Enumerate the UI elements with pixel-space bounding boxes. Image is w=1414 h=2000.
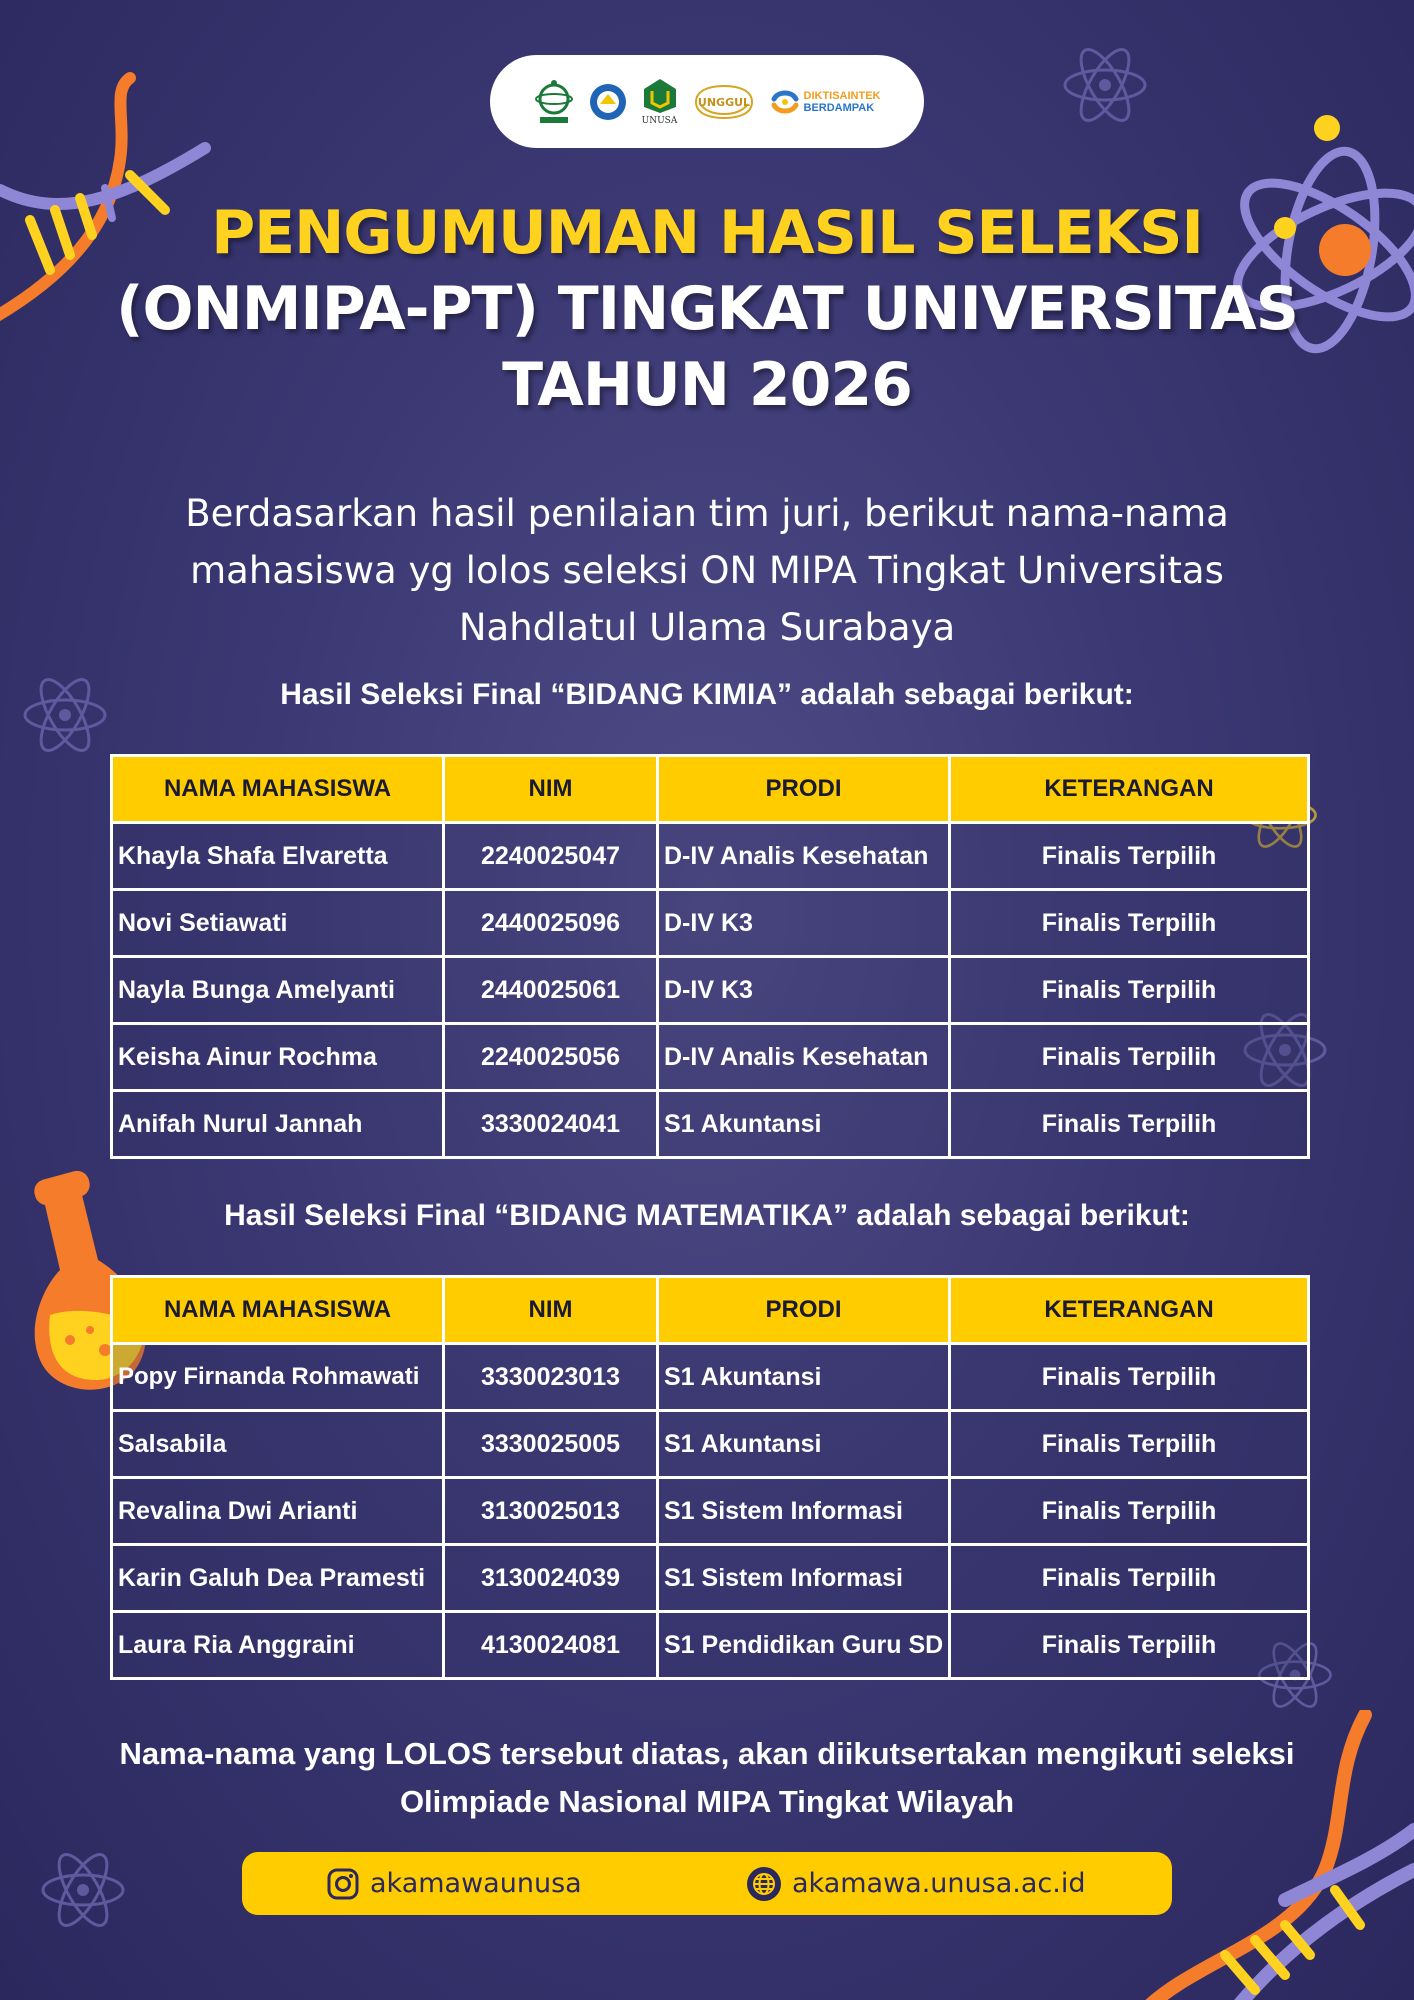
results-table-matematika bbox=[110, 1275, 1310, 1680]
cell-keterangan: Finalis Terpilih bbox=[950, 1091, 1309, 1158]
unusa-logo: UNUSA bbox=[642, 77, 678, 126]
instagram-link[interactable] bbox=[326, 1852, 582, 1915]
cell-nim: 3130024039 bbox=[444, 1545, 658, 1612]
cell-nama: Khayla Shafa Elvaretta bbox=[112, 823, 444, 890]
table-row bbox=[112, 1091, 1309, 1158]
instagram-icon bbox=[326, 1867, 360, 1901]
cell-nim: 3130025013 bbox=[444, 1478, 658, 1545]
column-header-nim: NIM bbox=[444, 1277, 658, 1344]
cell-nama: Popy Firnanda Rohmawati bbox=[112, 1344, 444, 1411]
cell-nama: Revalina Dwi Arianti bbox=[112, 1478, 444, 1545]
website-link[interactable] bbox=[746, 1852, 1085, 1915]
page-title-line-2: (ONMIPA-PT) TINGKAT UNIVERSITAS bbox=[116, 274, 1298, 344]
cell-nama: Anifah Nurul Jannah bbox=[112, 1091, 444, 1158]
table-header-row bbox=[112, 1277, 1309, 1344]
cell-nama: Novi Setiawati bbox=[112, 890, 444, 957]
cell-nama: Keisha Ainur Rochma bbox=[112, 1024, 444, 1091]
cell-keterangan: Finalis Terpilih bbox=[950, 1024, 1309, 1091]
footer-contact-bar bbox=[242, 1852, 1172, 1915]
svg-text:UNGGUL: UNGGUL bbox=[697, 95, 750, 109]
cell-nim: 3330024041 bbox=[444, 1091, 658, 1158]
cell-prodi: D-IV K3 bbox=[658, 957, 950, 1024]
page-title-line-1: PENGUMUMAN HASIL SELEKSI bbox=[211, 198, 1203, 268]
cell-keterangan: Finalis Terpilih bbox=[950, 957, 1309, 1024]
column-header-keterangan: KETERANGAN bbox=[950, 756, 1309, 823]
cell-prodi: S1 Akuntansi bbox=[658, 1091, 950, 1158]
section-heading-matematika: Hasil Seleksi Final “BIDANG MATEMATIKA” adalah sebagai berikut: bbox=[224, 1199, 1190, 1232]
column-header-nama: NAMA MAHASISWA bbox=[112, 756, 444, 823]
cell-nim: 4130024081 bbox=[444, 1612, 658, 1679]
cell-keterangan: Finalis Terpilih bbox=[950, 1545, 1309, 1612]
cell-nim: 2440025061 bbox=[444, 957, 658, 1024]
cell-nim: 2240025047 bbox=[444, 823, 658, 890]
cell-keterangan: Finalis Terpilih bbox=[950, 1344, 1309, 1411]
partner-logos-pill bbox=[490, 55, 924, 148]
cell-prodi: D-IV K3 bbox=[658, 890, 950, 957]
cell-keterangan: Finalis Terpilih bbox=[950, 1478, 1309, 1545]
cell-nim: 2240025056 bbox=[444, 1024, 658, 1091]
table-row bbox=[112, 1411, 1309, 1478]
column-header-prodi: PRODI bbox=[658, 756, 950, 823]
atom-outline-icon bbox=[1060, 40, 1150, 130]
cell-prodi: S1 Akuntansi bbox=[658, 1344, 950, 1411]
cell-keterangan: Finalis Terpilih bbox=[950, 1612, 1309, 1679]
cell-prodi: D-IV Analis Kesehatan bbox=[658, 823, 950, 890]
cell-nim: 3330023013 bbox=[444, 1344, 658, 1411]
cell-nama: Laura Ria Anggraini bbox=[112, 1612, 444, 1679]
cell-nama: Karin Galuh Dea Pramesti bbox=[112, 1545, 444, 1612]
cell-prodi: S1 Sistem Informasi bbox=[658, 1545, 950, 1612]
results-table-kimia bbox=[110, 754, 1310, 1159]
cell-keterangan: Finalis Terpilih bbox=[950, 890, 1309, 957]
table-row bbox=[112, 1612, 1309, 1679]
table-row bbox=[112, 957, 1309, 1024]
nu-logo bbox=[534, 77, 574, 127]
cell-prodi: S1 Pendidikan Guru SD bbox=[658, 1612, 950, 1679]
column-header-keterangan: KETERANGAN bbox=[950, 1277, 1309, 1344]
cell-prodi: D-IV Analis Kesehatan bbox=[658, 1024, 950, 1091]
table-row bbox=[112, 823, 1309, 890]
website-url: akamawa.unusa.ac.id bbox=[792, 1868, 1086, 1899]
column-header-prodi: PRODI bbox=[658, 1277, 950, 1344]
table-row bbox=[112, 1024, 1309, 1091]
column-header-nim: NIM bbox=[444, 756, 658, 823]
table-row bbox=[112, 1478, 1309, 1545]
unggul-badge bbox=[692, 82, 756, 122]
cell-keterangan: Finalis Terpilih bbox=[950, 823, 1309, 890]
page-title-line-3: TAHUN 2026 bbox=[502, 350, 912, 420]
cell-nama: Salsabila bbox=[112, 1411, 444, 1478]
cell-nim: 2440025096 bbox=[444, 890, 658, 957]
table-row bbox=[112, 1545, 1309, 1612]
cell-nama: Nayla Bunga Amelyanti bbox=[112, 957, 444, 1024]
table-row bbox=[112, 1344, 1309, 1411]
atom-outline-icon bbox=[38, 1845, 128, 1935]
instagram-handle: akamawaunusa bbox=[370, 1868, 582, 1899]
column-header-nama: NAMA MAHASISWA bbox=[112, 1277, 444, 1344]
table-row bbox=[112, 890, 1309, 957]
section-heading-kimia: Hasil Seleksi Final “BIDANG KIMIA” adalah sebagai berikut: bbox=[280, 678, 1134, 711]
cell-keterangan: Finalis Terpilih bbox=[950, 1411, 1309, 1478]
diktisaintek-logo: DIKTISAINTEK BERDAMPAK bbox=[770, 87, 881, 117]
cell-prodi: S1 Sistem Informasi bbox=[658, 1478, 950, 1545]
cell-prodi: S1 Akuntansi bbox=[658, 1411, 950, 1478]
table-header-row bbox=[112, 756, 1309, 823]
closing-statement: Nama-nama yang LOLOS tersebut diatas, akan diikutsertakan mengikuti seleksi Olimpiade Nasional MIPA Tingkat Wilayah bbox=[119, 1736, 1295, 1819]
globe-icon bbox=[746, 1866, 782, 1902]
intro-paragraph: Berdasarkan hasil penilaian tim juri, berikut nama-nama mahasiswa yg lolos seleksi ON MIPA Tingkat Universitas Nahdlatul Ulama Surabaya bbox=[185, 492, 1229, 649]
tut-wuri-logo bbox=[588, 82, 628, 122]
cell-nim: 3330025005 bbox=[444, 1411, 658, 1478]
